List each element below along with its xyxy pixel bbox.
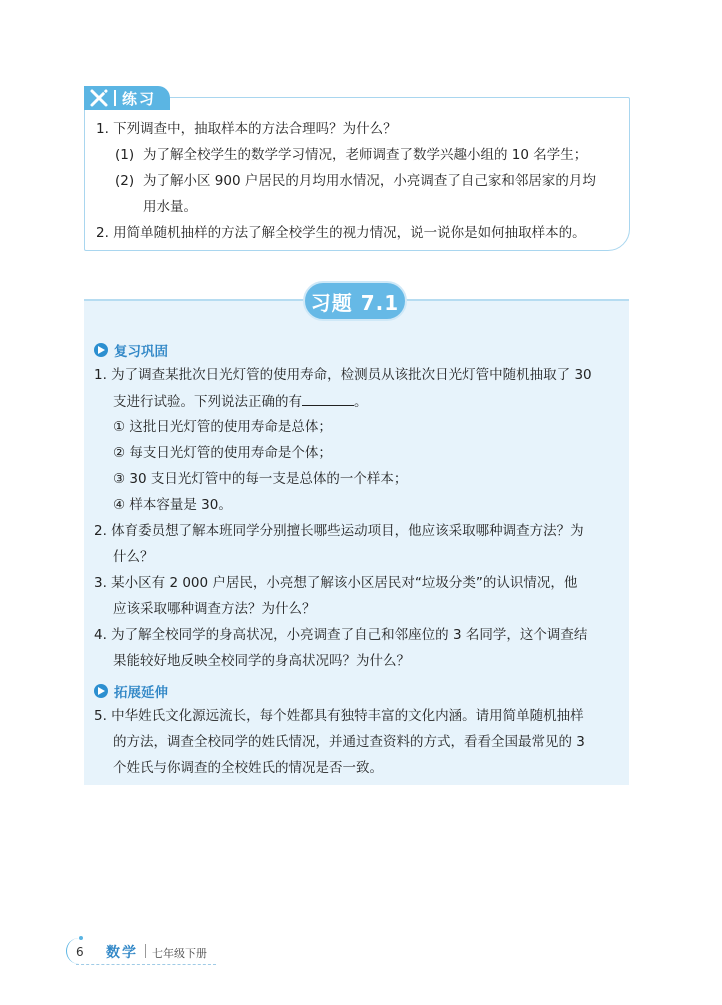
- exercise-q1-line2-end: 。: [354, 394, 368, 410]
- exercise-q4-line2: 果能较好地反映全校同学的身高状况吗？为什么？: [113, 653, 410, 669]
- exercise-q3-line2: 应该采取哪种调查方法？为什么？: [113, 601, 316, 617]
- play-circle-icon: [94, 684, 108, 698]
- extend-label: 拓展延伸: [114, 685, 168, 701]
- exercise-q1-option1: ① 这批日光灯管的使用寿命是总体；: [113, 419, 332, 435]
- exercise-q1-line2-text: 支进行试验。下列说法正确的有: [113, 394, 302, 410]
- section-extend: [94, 681, 168, 701]
- book-grade: 七年级下册: [152, 947, 207, 960]
- exercise-q1-line2: [113, 391, 368, 412]
- exercise-q1-option4: ④ 样本容量是 30。: [113, 497, 232, 513]
- exercise-q5-line1: 5. 中华姓氏文化源远流长，每个姓都具有独特丰富的文化内涵。请用简单随机抽样: [94, 708, 584, 724]
- exercise-q2-line1: 2. 体育委员想了解本班同学分别擅长哪些运动项目，他应该采取哪种调查方法？为: [94, 523, 584, 539]
- practice-q1-item1: 为了解全校学生的数学学习情况，老师调查了数学兴趣小组的 10 名学生；: [143, 147, 588, 163]
- page-number: 6: [76, 945, 84, 959]
- book-title: 数学: [106, 945, 138, 961]
- exercise-q5-line2: 的方法，调查全校同学的姓氏情况，并通过查资料的方式，看看全国最常见的 3: [113, 734, 585, 750]
- exercise-q3-line1: 3. 某小区有 2 000 户居民，小亮想了解该小区居民对“垃圾分类”的认识情况，他: [94, 575, 578, 591]
- exercise-q4-line1: 4. 为了解全校同学的身高状况，小亮调查了自己和邻座位的 3 名同学，这个调查结: [94, 627, 588, 643]
- practice-title: 练习: [122, 89, 157, 108]
- answer-blank[interactable]: [302, 391, 354, 406]
- practice-q1-item2-cont: 用水量。: [143, 199, 197, 215]
- exercise-q2-line2: 什么？: [113, 549, 154, 565]
- practice-tab: [84, 86, 170, 110]
- pencil-ruler-icon: [88, 87, 110, 109]
- exercise-q1-option2: ② 每支日光灯管的使用寿命是个体；: [113, 445, 332, 461]
- practice-q1-item2-num: (2): [115, 173, 135, 189]
- practice-q1-item2: 为了解小区 900 户居民的月均用水情况，小亮调查了自己家和邻居家的月均: [143, 173, 596, 189]
- exercise-q1-line1: 1. 为了调查某批次日光灯管的使用寿命，检测员从该批次日光灯管中随机抽取了 30: [94, 367, 592, 383]
- tab-divider: [114, 90, 116, 106]
- practice-q2: 2. 用简单随机抽样的方法了解全校学生的视力情况，说一说你是如何抽取样本的。: [96, 225, 586, 241]
- play-circle-icon: [94, 343, 108, 357]
- footer-separator: [145, 944, 146, 958]
- review-label: 复习巩固: [114, 344, 168, 360]
- footer-dashed-line: [76, 964, 216, 965]
- section-review: [94, 340, 168, 360]
- practice-q1-item1-num: (1): [115, 147, 135, 163]
- practice-q1: 1. 下列调查中，抽取样本的方法合理吗？为什么？: [96, 121, 397, 137]
- exercise-q5-line3: 个姓氏与你调查的全校姓氏的情况是否一致。: [113, 760, 383, 776]
- exercise-q1-option3: ③ 30 支日光灯管中的每一支是总体的一个样本；: [113, 471, 408, 487]
- exercise-title: 习题 7.1: [303, 281, 407, 321]
